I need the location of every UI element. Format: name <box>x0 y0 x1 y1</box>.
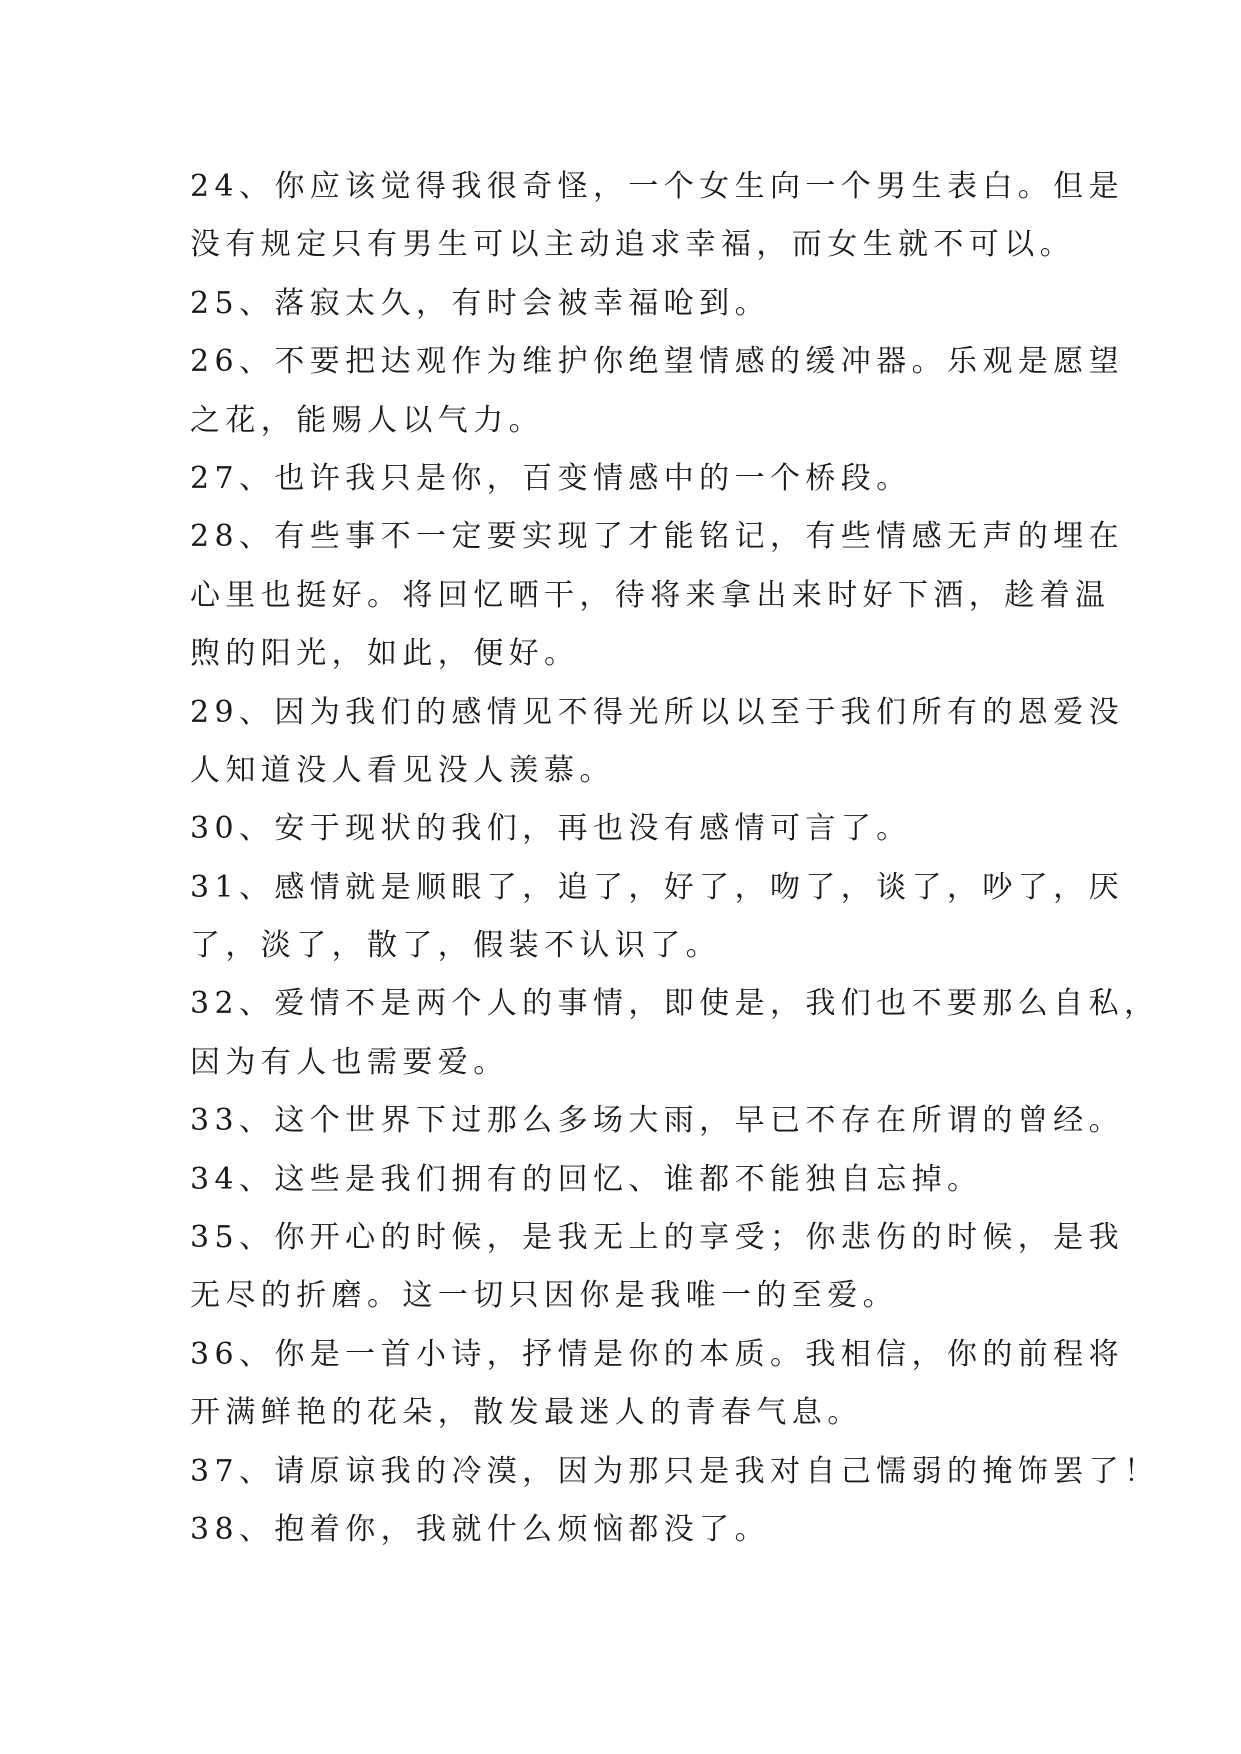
text-line: 35、你开心的时候，是我无上的享受；你悲伤的时候，是我 <box>190 1220 1124 1256</box>
text-line: 25、落寂太久，有时会被幸福呛到。 <box>190 285 770 321</box>
text-line: 24、你应该觉得我很奇怪，一个女生向一个男生表白。但是 <box>190 169 1124 204</box>
text-line: 27、也许我只是你，百变情感中的一个桥段。 <box>190 460 912 496</box>
text-line: 之花，能赐人以气力。 <box>190 402 544 438</box>
text-line: 了，淡了，散了，假装不认识了。 <box>190 928 721 964</box>
text-line: 无尽的折磨。这一切只因你是我唯一的至爱。 <box>190 1278 898 1314</box>
text-line: 煦的阳光，如此，便好。 <box>190 636 580 672</box>
document-body <box>190 158 1160 1559</box>
text-line: 38、抱着你，我就什么烦恼都没了。 <box>190 1511 770 1547</box>
text-line: 33、这个世界下过那么多场大雨，早已不存在所谓的曾经。 <box>190 1103 1124 1139</box>
text-line: 没有规定只有男生可以主动追求幸福，而女生就不可以。 <box>190 227 1075 263</box>
text-line: 人知道没人看见没人羡慕。 <box>190 752 615 788</box>
text-line: 30、安于现状的我们，再也没有感情可言了。 <box>190 811 912 847</box>
text-line: 开满鲜艳的花朵，散发最迷人的青春气息。 <box>190 1395 863 1431</box>
text-line: 26、不要把达观作为维护你绝望情感的缓冲器。乐观是愿望 <box>190 344 1124 380</box>
text-line: 37、请原谅我的冷漠，因为那只是我对自己懦弱的掩饰罢了！ <box>190 1453 1160 1489</box>
text-line: 28、有些事不一定要实现了才能铭记，有些情感无声的埋在 <box>190 519 1124 555</box>
text-line: 因为有人也需要爱。 <box>190 1044 509 1080</box>
text-line: 32、爱情不是两个人的事情，即使是，我们也不要那么自私， <box>190 986 1160 1022</box>
text-line: 31、感情就是顺眼了，追了，好了，吻了，谈了，吵了，厌 <box>190 869 1124 905</box>
text-line: 36、你是一首小诗，抒情是你的本质。我相信，你的前程将 <box>190 1336 1124 1372</box>
text-line: 心里也挺好。将回忆晒干，待将来拿出来时好下酒，趁着温 <box>190 577 1111 613</box>
text-line: 29、因为我们的感情见不得光所以以至于我们所有的恩爱没 <box>190 694 1124 730</box>
text-line: 34、这些是我们拥有的回忆、谁都不能独自忘掉。 <box>190 1161 983 1197</box>
